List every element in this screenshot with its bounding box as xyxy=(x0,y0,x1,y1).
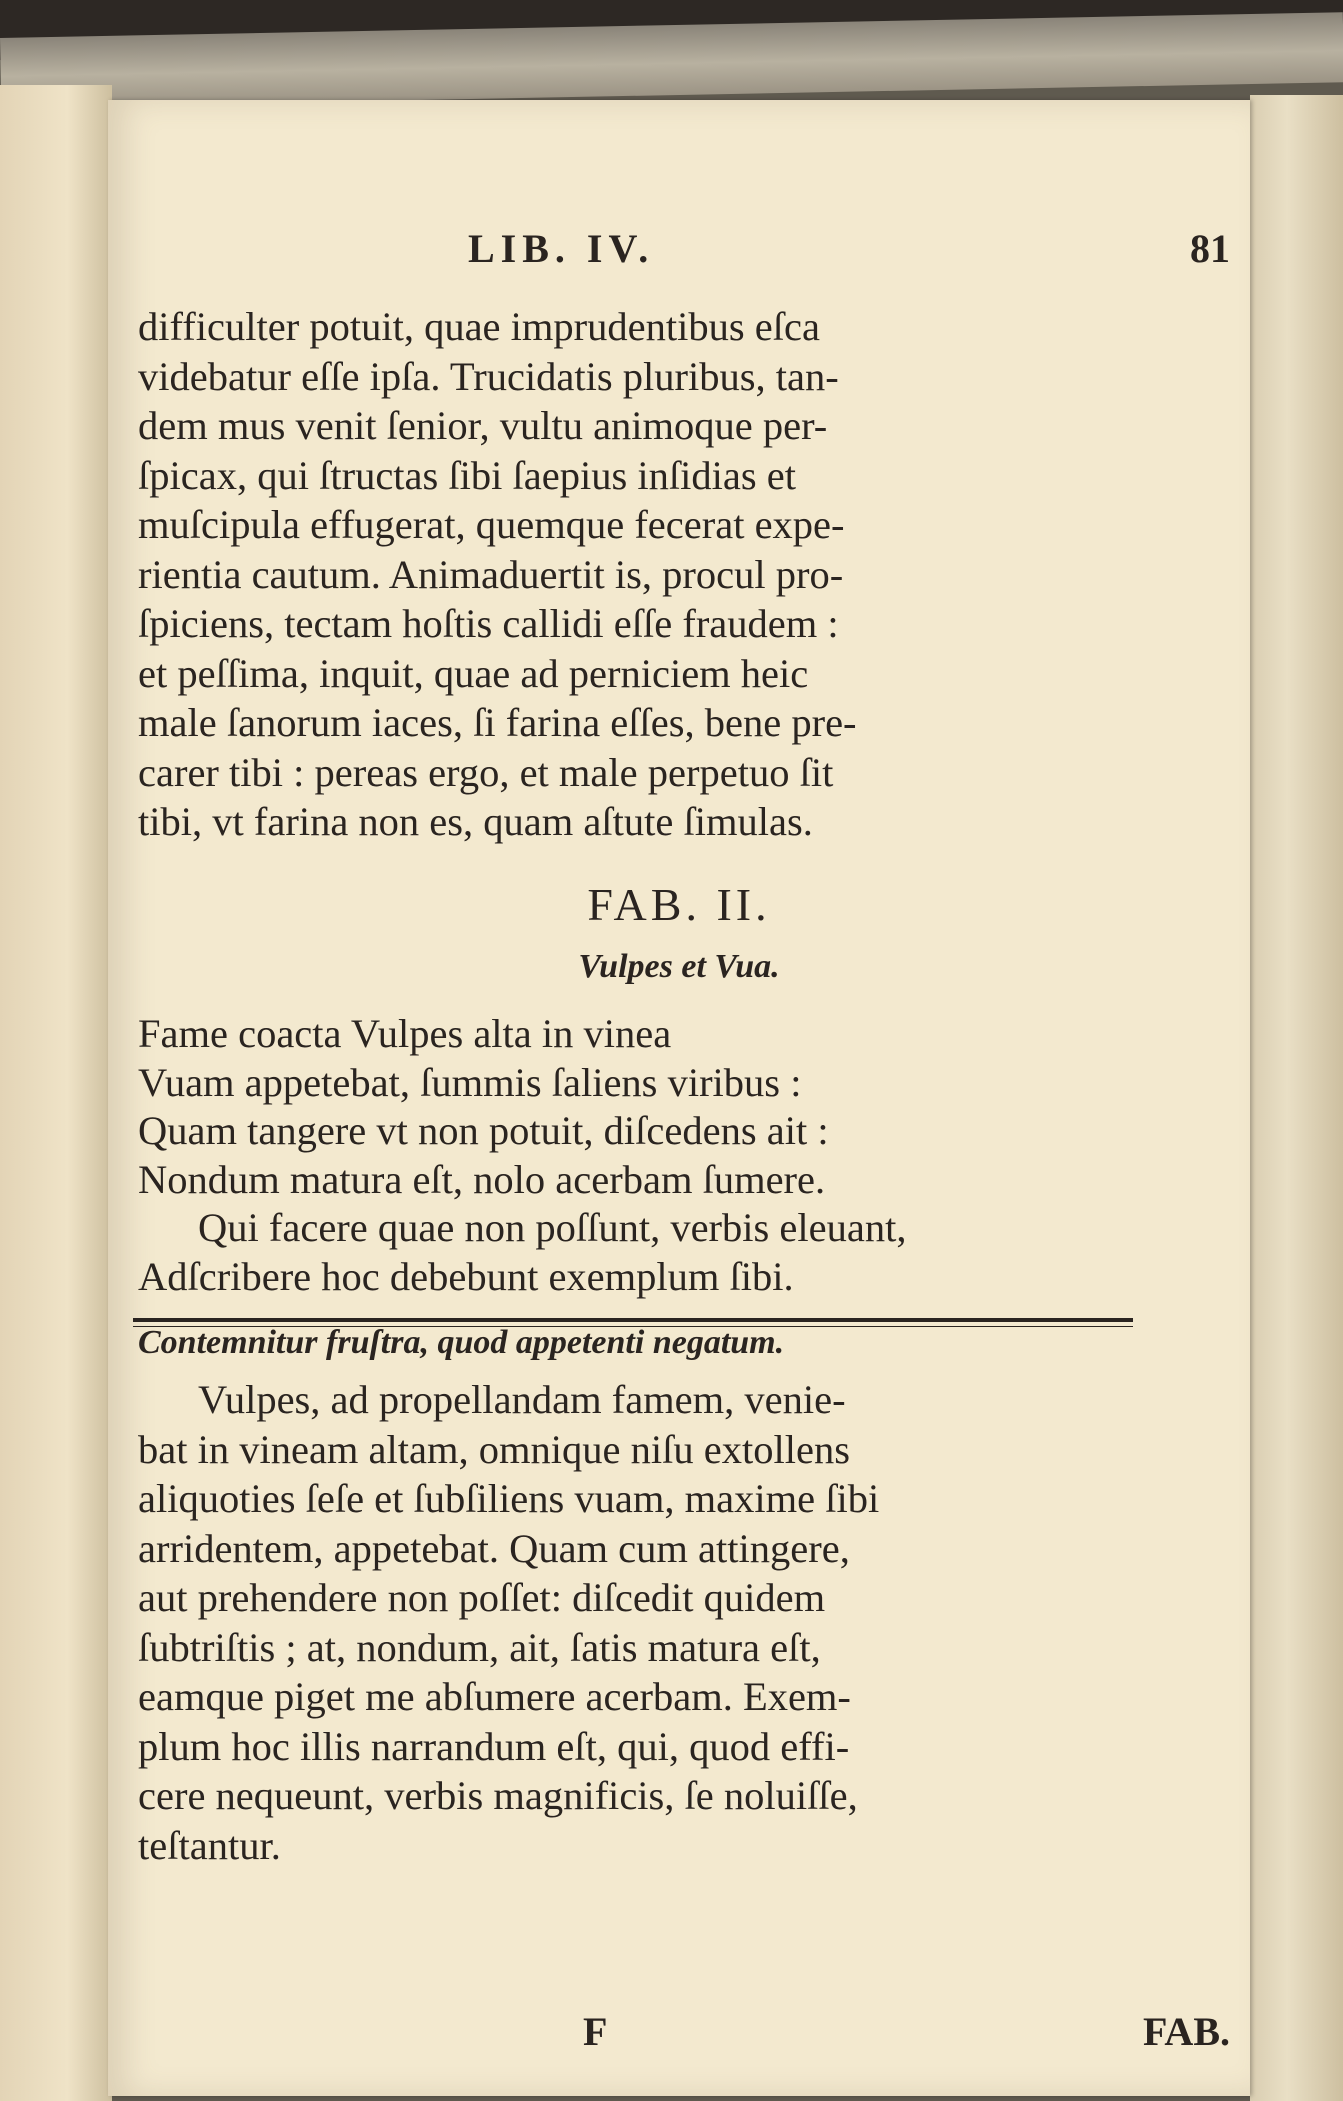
text-line: rientia cautum. Animaduertit is, procul pro- xyxy=(138,551,844,597)
text-line: eamque piget me abſumere acerbam. Exem- xyxy=(138,1674,851,1719)
text-line: muſcipula effugerat, quemque fecerat expe- xyxy=(138,502,845,547)
section-rule xyxy=(133,1318,1133,1322)
moral-line: Contemnitur fruſtra, quod appetenti negatum. xyxy=(138,1324,785,1361)
fable-subtitle: Vulpes et Vua. xyxy=(578,948,780,985)
text-line: carer tibi : pereas ergo, et male perpetuo ſit xyxy=(138,749,834,795)
text-line: ſubtriſtis ; at, nondum, ait, ſatis matura eſt, xyxy=(138,1624,821,1670)
verse-line: Adſcribere hoc debebunt exemplum ſibi. xyxy=(138,1253,794,1299)
running-header xyxy=(138,225,1230,285)
page-footer xyxy=(138,2008,1230,2058)
text-line: ſpicax, qui ſtructas ſibi ſaepius inſidias et xyxy=(138,452,796,498)
text-line: dem mus venit ſenior, vultu animoque per- xyxy=(138,403,828,448)
prose-paraphrase xyxy=(138,1375,1230,1870)
text-line: arridentem, appetebat. Quam cum attingere, xyxy=(138,1525,850,1571)
facing-page-edge xyxy=(0,85,112,2101)
catchword: FAB. xyxy=(1142,2009,1230,2054)
verse-line: Qui facere quae non poſſunt, verbis eleuant, xyxy=(198,1205,907,1250)
text-line: tibi, vt farina non es, quam aſtute ſimulas. xyxy=(138,799,813,844)
fable-verse xyxy=(138,1010,1230,1301)
running-title: LIB. IV. xyxy=(468,226,655,271)
text-line: male ſanorum iaces, ſi farina eſſes, bene pre- xyxy=(138,700,857,745)
text-line: aliquoties ſeſe et ſubſiliens vuam, maxime ſibi xyxy=(138,1476,880,1521)
text-line: ſpiciens, tectam hoſtis callidi eſſe fraudem : xyxy=(138,601,839,646)
text-line: plum hoc illis narrandum eſt, qui, quod effi- xyxy=(138,1723,850,1769)
page-fore-edge xyxy=(1250,95,1343,2101)
text-line: Vulpes, ad propellandam famem, venie- xyxy=(198,1377,846,1422)
verse-line: Nondum matura eſt, nolo acerbam ſumere. xyxy=(138,1156,826,1202)
verse-line: Fame coacta Vulpes alta in vinea xyxy=(138,1011,672,1056)
text-line: et peſſima, inquit, quae ad perniciem heic xyxy=(138,650,809,696)
text-line: videbatur eſſe ipſa. Trucidatis pluribus, tan- xyxy=(138,353,839,399)
paragraph-continued xyxy=(138,302,1230,847)
verse-line: Quam tangere vt non potuit, diſcedens ait : xyxy=(138,1108,829,1153)
verse-line: Vuam appetebat, ſummis ſaliens viribus : xyxy=(138,1059,802,1105)
text-line: difficulter potuit, quae imprudentibus eſca xyxy=(138,304,820,349)
text-line: aut prehendere non poſſet: diſcedit quidem xyxy=(138,1575,826,1620)
page-number: 81 xyxy=(1190,226,1230,271)
text-line: bat in vineam altam, omnique niſu extollens xyxy=(138,1426,850,1472)
text-line: teſtantur. xyxy=(138,1822,281,1868)
text-line: cere nequeunt, verbis magnificis, ſe noluiſſe, xyxy=(138,1773,858,1818)
fable-heading: FAB. II. xyxy=(587,879,771,930)
book-page xyxy=(108,100,1250,2096)
signature-mark: F xyxy=(583,2009,608,2054)
